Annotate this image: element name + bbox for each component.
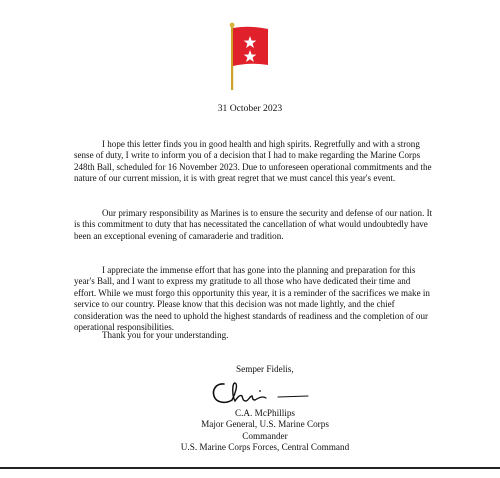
- general-officer-flag-icon: [228, 20, 272, 92]
- paragraph-text: I hope this letter finds you in good health and high spirits. Regretfully and with a strong sense of duty, I write to inform you of a decision that I had to make regarding the Marine Corps 248th Ball, scheduled for 16 November 2023. Due to unforeseen operational commitments and the nature of our current mission, it is with great regret that we must cancel this year's event.: [74, 139, 432, 184]
- letter-paragraph-3: [74, 265, 434, 333]
- signer-position: Commander: [242, 430, 288, 441]
- flag-pole: [231, 26, 233, 90]
- bottom-divider: [0, 467, 500, 469]
- handwritten-signature: [208, 374, 328, 410]
- paragraph-text: I appreciate the immense effort that has gone into the planning and preparation for this year's Ball, and I want to express my gratitude to all those who have dedicated their time and effort. While we must forgo this opportunity this year, it is a reminder of the sacrifices we make in service to our country. Please know that this decision was not made lightly, and the chief consideration was the need to uphold the highest standards of readiness and the completion of our operational responsibilities.: [74, 265, 430, 333]
- letter-paragraph-4: [74, 330, 434, 341]
- flag-field: [233, 27, 268, 66]
- signer-command: U.S. Marine Corps Forces, Central Command: [180, 442, 350, 453]
- signer-name: C.A. McPhillips: [235, 408, 295, 418]
- letter-date: 31 October 2023: [217, 103, 283, 114]
- letter-paragraph-1: [74, 139, 434, 185]
- letter-paragraph-2: [74, 208, 434, 242]
- signer-rank: Major General, U.S. Marine Corps: [201, 419, 329, 430]
- signature-block: [170, 408, 360, 454]
- paragraph-text: Our primary responsibility as Marines is to ensure the security and defense of our nation. It is this commitment to duty that has necessitated the cancellation of what would undoubtedly have been an exceptional evening of camaraderie and tradition.: [74, 208, 433, 241]
- letter-closing: Semper Fidelis,: [236, 364, 294, 374]
- flag-pole-finial: [230, 23, 235, 28]
- paragraph-text: Thank you for your understanding.: [102, 330, 229, 340]
